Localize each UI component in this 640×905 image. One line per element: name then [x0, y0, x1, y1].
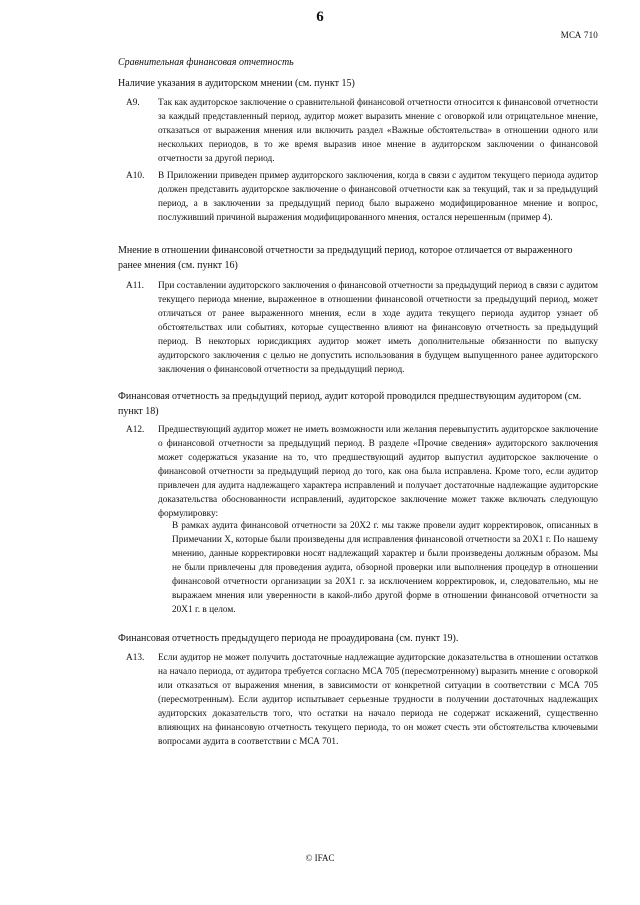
paragraph-a10	[126, 169, 598, 225]
paragraph-text: Так как аудиторское заключение о сравнительной финансовой отчетности относится к финансовой отчетности за каждый представленный период, аудитор может выразить мнение с оговоркой или отрицательное мнение, отказаться от выражения мнения или включить раздел «Важные обстоятельства» в отношении одного или нескольких периодов, в то же время выразив иное мнение в аудиторском заключении о финансовой отчетности за другой период.	[158, 98, 598, 164]
paragraph-number: А12.	[126, 425, 145, 435]
subhead-predecessor-auditor: Финансовая отчетность за предыдущий период, аудит которой проводился предшествующим аудитором (см. пункт 18)	[118, 391, 582, 417]
paragraph-a9	[126, 96, 598, 166]
paragraph-text: Предшествующий аудитор может не иметь возможности или желания перевыпустить аудиторское заключение о финансовой отчетности за предыдущий период. В разделе «Прочие сведения» аудиторского заключения может содержаться указание на то, что предшествующий аудитор выпустил аудиторское заключение о финансовой отчетности за предыдущий период до того, как она была исправлена. Кроме того, если аудитор привлечен для аудита надлежащего характера исправлений и получает достаточные надлежащие аудиторские доказательства обоснованности исправлений, аудиторское заключение может также включать следующую формулировку:	[158, 425, 598, 519]
paragraph-a11	[126, 279, 598, 377]
standard-code: МСА 710	[560, 30, 598, 40]
paragraph-number: А9.	[126, 98, 140, 108]
paragraph-text: Если аудитор не может получить достаточные надлежащие аудиторские доказательства в отношении остатков на начало периода, от аудитора требуется согласно МСА 705 (пересмотренному) выразить мнение с оговоркой или отказаться от выражения мнения, в зависимости от конкретной ситуации в соответствии с МСА 705 (пересмотренным). Если аудитор испытывает серьезные трудности в получении достаточных надлежащих аудиторских доказательств того, что остатки на начало периода не содержат искажений, существенно влияющих на финансовую отчетность текущего периода, то он может счесть эти обстоятельства ключевыми вопросами аудита в соответствии с МСА 701.	[158, 653, 598, 747]
copyright-footer: © IFAC	[305, 853, 335, 863]
subhead-unaudited-prior-period: Финансовая отчетность предыдущего периода не проаудирована (см. пункт 19).	[118, 633, 459, 644]
paragraph-text: В Приложении приведен пример аудиторского заключения, когда в связи с аудитом текущего периода аудитор должен представить аудиторское заключение о финансовой отчетности как за текущий, так и за предыдущий период, а в заключении за предыдущий период было выражено модифицированное мнение и вопрос, послуживший причиной выражения модифицированного мнения, остался нерешенным (пример 4).	[158, 171, 598, 223]
subhead-reference-in-opinion: Наличие указания в аудиторском мнении (см. пункт 15)	[118, 78, 355, 89]
example-wording-quote: В рамках аудита финансовой отчетности за 20X2 г. мы также провели аудит корректировок, описанных в Примечании X, которые были произведены для исправления финансовой отчетности за 20X1 г. По нашему мнению, данные корректировки носят надлежащий характер и были произведены должным образом. Мы не были привлечены для проведения аудита, обзорной проверки или выполнения процедур в отношении финансовой отчетности организации за 20X1 г. за исключением корректировок, и, следовательно, мы не выражаем мнения или уверенности в какой-либо другой форме в отношении финансовой отчетности за 20X1 г. в целом.	[172, 521, 598, 615]
section-title: Сравнительная финансовая отчетность	[118, 57, 294, 68]
paragraph-number: А10.	[126, 171, 145, 181]
subhead-prior-period-opinion: Мнение в отношении финансовой отчетности за предыдущий период, которое отличается от выраженного ранее мнения (см. пункт 16)	[118, 245, 573, 271]
paragraph-a13	[126, 651, 598, 749]
page-number: 6	[316, 9, 324, 25]
paragraph-number: А13.	[126, 653, 145, 663]
paragraph-number: А11.	[126, 281, 144, 291]
paragraph-text: При составлении аудиторского заключения о финансовой отчетности за предыдущий период в связи с аудитом текущего периода мнение, выраженное в отношении финансовой отчетности за предыдущий период, может отличаться от ранее выраженного мнения, если в ходе аудита текущего периода аудитор узнает об обстоятельствах или событиях, которые существенно влияют на финансовую отчетность за предыдущий период. В некоторых юрисдикциях аудитор может иметь дополнительные обязанности по выпуску аудиторского заключения с целью не допустить использования в будущем выпущенного ранее аудиторского заключения о финансовой отчетности за предыдущий период.	[158, 281, 598, 375]
paragraph-a12	[126, 423, 598, 521]
